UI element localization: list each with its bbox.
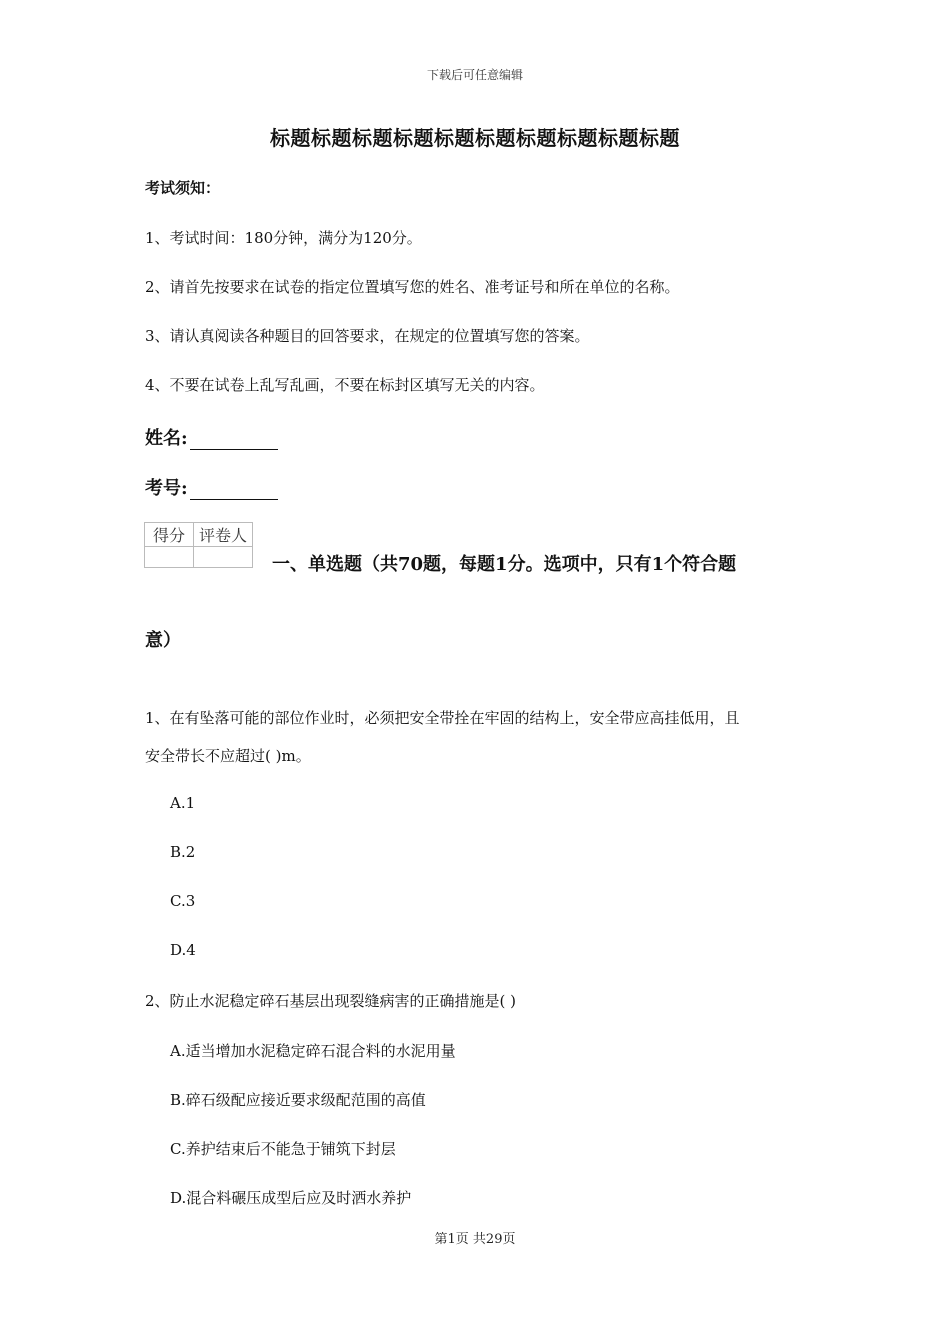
name-blank-line[interactable] xyxy=(190,431,278,450)
notice-item: 4、不要在试卷上乱写乱画，不要在标封区填写无关的内容。 xyxy=(145,376,545,394)
question-2-option-c[interactable]: C.养护结束后不能急于铺筑下封层 xyxy=(170,1140,396,1158)
question-2-text: 2、防止水泥稳定碎石基层出现裂缝病害的正确措施是( ) xyxy=(145,992,517,1010)
score-table xyxy=(144,522,253,568)
question-1-text: 1、在有坠落可能的部位作业时，必须把安全带拴在牢固的结构上，安全带应高挂低用，且 xyxy=(145,709,740,727)
question-1-option-b[interactable]: B.2 xyxy=(170,843,196,861)
grader-cell[interactable] xyxy=(194,547,253,568)
question-2-option-b[interactable]: B.碎石级配应接近要求级配范围的高值 xyxy=(170,1091,426,1109)
question-2-option-a[interactable]: A.适当增加水泥稳定碎石混合料的水泥用量 xyxy=(170,1042,456,1060)
id-field xyxy=(145,474,278,500)
name-label: 姓名: xyxy=(145,428,188,449)
question-1-option-a[interactable]: A.1 xyxy=(170,794,196,812)
name-field xyxy=(145,424,278,450)
document-title: 标题标题标题标题标题标题标题标题标题标题 xyxy=(270,126,680,150)
question-1-option-d[interactable]: D.4 xyxy=(170,941,196,959)
section-title-continued: 意） xyxy=(145,630,181,651)
notice-item: 1、考试时间：180分钟，满分为120分。 xyxy=(145,229,422,247)
score-cell[interactable] xyxy=(145,547,194,568)
notice-item: 3、请认真阅读各种题目的回答要求，在规定的位置填写您的答案。 xyxy=(145,327,590,345)
page-footer: 第1页 共29页 xyxy=(434,1232,516,1247)
question-1-option-c[interactable]: C.3 xyxy=(170,892,196,910)
grader-header: 评卷人 xyxy=(194,523,253,547)
notice-item: 2、请首先按要求在试卷的指定位置填写您的姓名、准考证号和所在单位的名称。 xyxy=(145,278,680,296)
header-note: 下载后可任意编辑 xyxy=(426,68,523,82)
id-label: 考号: xyxy=(145,478,188,499)
question-2-option-d[interactable]: D.混合料碾压成型后应及时洒水养护 xyxy=(170,1189,412,1207)
id-blank-line[interactable] xyxy=(190,481,278,500)
question-1-text-continued: 安全带长不应超过( )m。 xyxy=(145,747,311,765)
score-header: 得分 xyxy=(145,523,194,547)
notice-heading: 考试须知： xyxy=(145,179,221,197)
section-title: 一、单选题（共70题，每题1分。选项中，只有1个符合题 xyxy=(272,554,737,575)
